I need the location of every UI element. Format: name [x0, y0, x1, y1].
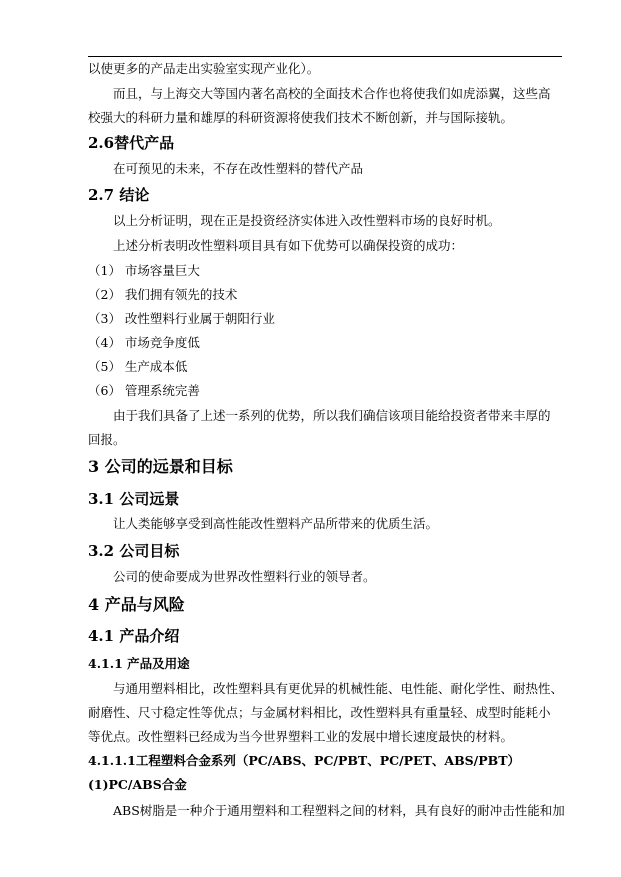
list-item: （1） 市场容量巨大: [88, 263, 200, 278]
list-item: （5） 生产成本低: [88, 359, 188, 374]
subsection-heading-pc-abs: (1)PC/ABS合金: [88, 777, 187, 792]
subsection-heading-4-1-1-1: 4.1.1.1工程塑料合金系列（PC/ABS、PC/PBT、PC/PET、ABS/PBT）: [88, 753, 520, 768]
paragraph-line: 而且，与上海交大等国内著名高校的全面技术合作也将使我们如虎添翼，这些高: [113, 86, 551, 101]
paragraph-line: 在可预见的未来，不存在改性塑料的替代产品: [113, 161, 364, 176]
list-item: （6） 管理系统完善: [88, 383, 200, 398]
section-heading-2-6: 2.6替代产品: [88, 134, 175, 152]
paragraph-line: 让人类能够享受到高性能改性塑料产品所带来的优质生活。: [113, 516, 439, 531]
paragraph-line: 校强大的科研力量和雄厚的科研资源将使我们技术不断创新，并与国际接轨。: [88, 110, 514, 125]
list-item: （4） 市场竞争度低: [88, 335, 200, 350]
list-item: （2） 我们拥有领先的技术: [88, 287, 238, 302]
list-item: （3） 改性塑料行业属于朝阳行业: [88, 311, 275, 326]
section-heading-4-1: 4.1 产品介绍: [88, 627, 180, 645]
subsection-heading-4-1-1: 4.1.1 产品及用途: [88, 656, 190, 671]
chapter-heading-4: 4 产品与风险: [88, 595, 185, 614]
paragraph-line: 公司的使命要成为世界改性塑料行业的领导者。: [113, 569, 376, 584]
paragraph-line: 以上分析证明，现在正是投资经济实体进入改性塑料市场的良好时机。: [113, 213, 501, 228]
paragraph-line: ABS树脂是一种介于通用塑料和工程塑料之间的材料，具有良好的耐冲击性能和加: [113, 803, 565, 818]
section-heading-3-2: 3.2 公司目标: [88, 542, 180, 560]
section-heading-3-1: 3.1 公司远景: [88, 490, 180, 508]
paragraph-line: 回报。: [88, 432, 126, 447]
chapter-heading-3: 3 公司的远景和目标: [88, 457, 233, 476]
paragraph-line: 以使更多的产品走出实验室实现产业化）。: [88, 61, 320, 76]
paragraph-line: 耐磨性、尺寸稳定性等优点；与金属材料相比，改性塑料具有重量轻、成型时能耗小: [88, 705, 551, 720]
section-heading-2-7: 2.7 结论: [88, 186, 150, 204]
paragraph-line: 等优点。改性塑料已经成为当今世界塑料工业的发展中增长速度最快的材料。: [88, 729, 514, 744]
paragraph-line: 与通用塑料相比，改性塑料具有更优异的机械性能、电性能、耐化学性、耐热性、: [113, 681, 564, 696]
header-rule: [88, 56, 562, 57]
paragraph-line: 由于我们具备了上述一系列的优势，所以我们确信该项目能给投资者带来丰厚的: [113, 408, 551, 423]
paragraph-line: 上述分析表明改性塑料项目具有如下优势可以确保投资的成功：: [113, 238, 464, 253]
